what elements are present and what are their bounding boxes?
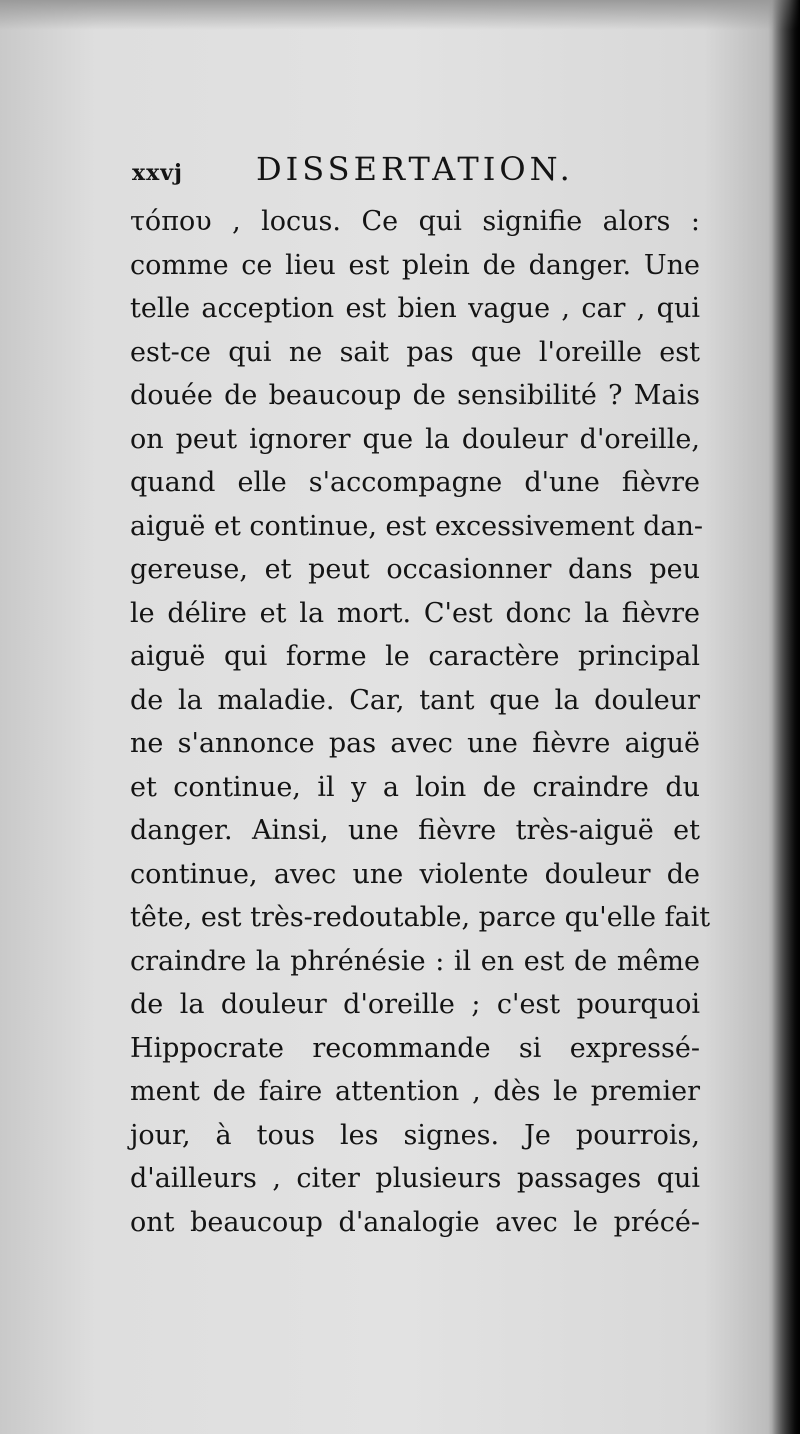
text-line: τόπου , locus. Ce qui signifie alors : (130, 206, 700, 237)
text-line: tête, est très-redoutable, parce qu'elle fait (130, 902, 711, 933)
text-line: on peut ignorer que la douleur d'oreille, (130, 423, 700, 455)
text-line: est-ce qui ne sait pas que l'oreille est (130, 336, 700, 368)
text-line: de la douleur d'oreille ; c'est pourquoi (130, 989, 700, 1020)
text-line: de la maladie. Car, tant que la douleur (130, 684, 700, 716)
text-line: gereuse, et peut occasionner dans peu (130, 554, 700, 585)
text-line: aiguë et continue, est excessivement dan- (130, 510, 703, 542)
text-line: et continue, il y a loin de craindre du (130, 771, 700, 803)
page-number: xxvj (132, 160, 183, 186)
text-line: ont beaucoup d'analogie avec le précé- (130, 1206, 700, 1238)
text-line: douée de beaucoup de sensibilité ? Mais (130, 380, 700, 411)
text-line: craindre la phrénésie : il en est de même (130, 945, 700, 977)
running-head (132, 150, 692, 194)
text-line: d'ailleurs , citer plusieurs passages qui (130, 1163, 700, 1194)
text-line: ment de faire attention , dès le premier (130, 1076, 700, 1107)
text-line: jour, à tous les signes. Je pourrois, (130, 1119, 700, 1151)
running-title: DISSERTATION. (256, 150, 574, 188)
text-line: telle acception est bien vague , car , qui (130, 293, 700, 324)
text-line: Hippocrate recommande si expressé- (130, 1032, 700, 1064)
text-line: aiguë qui forme le caractère principal (130, 641, 700, 672)
body-text (130, 200, 711, 1244)
text-line: comme ce lieu est plein de danger. Une (130, 249, 700, 281)
text-line: quand elle s'accompagne d'une fièvre (130, 467, 700, 498)
text-line: continue, avec une violente douleur de (130, 858, 700, 890)
binding-shadow (772, 0, 800, 1434)
text-line: danger. Ainsi, une fièvre très-aiguë et (130, 815, 700, 846)
text-line: ne s'annonce pas avec une fièvre aiguë (130, 728, 700, 759)
text-line: le délire et la mort. C'est donc la fièvre (130, 597, 700, 629)
